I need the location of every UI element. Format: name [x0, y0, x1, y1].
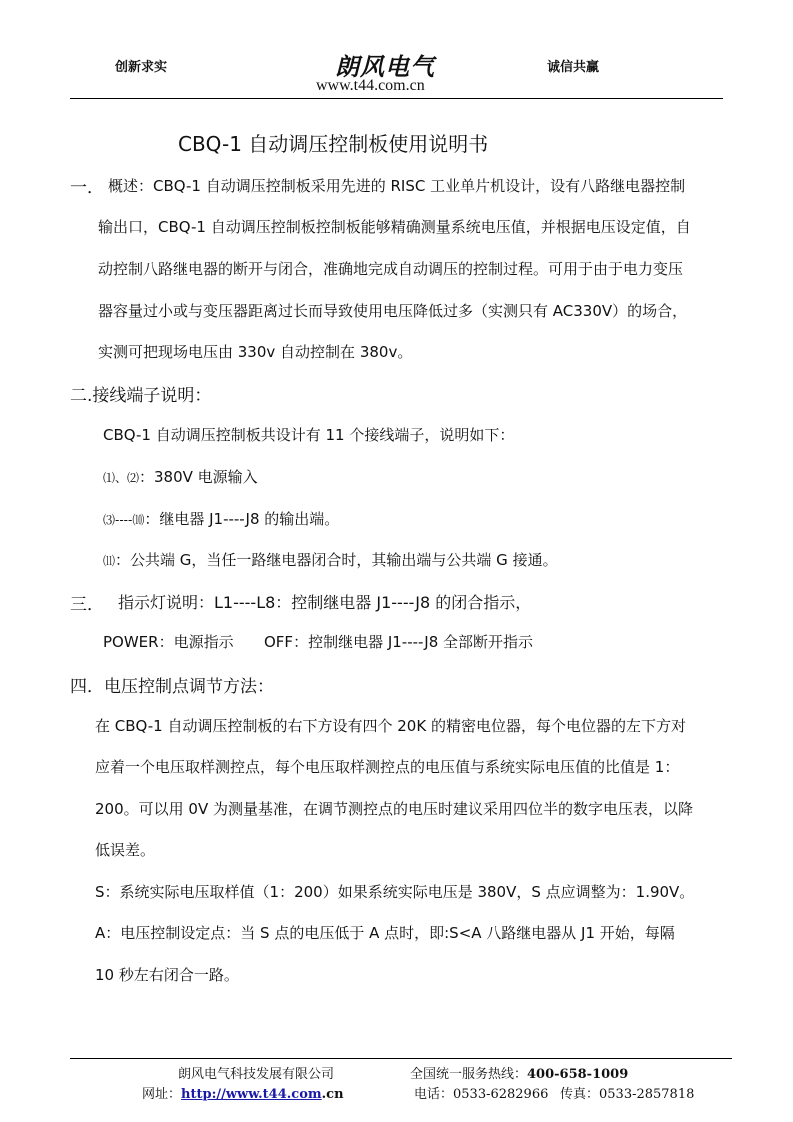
terminal-text: ：公共端 G，当任一路继电器闭合时，其输出端与公共端 G 接通。	[115, 551, 558, 569]
terminal-text: ：380V 电源输入	[139, 468, 258, 486]
section4-line: 10 秒左右闭合一路。	[95, 966, 239, 984]
section1-line: 输出口，CBQ-1 自动调压控制板控制板能够精确测量系统电压值，并根据电压设定值，自	[98, 218, 691, 236]
footer-company: 朗风电气科技发展有限公司	[178, 1067, 335, 1082]
terminal-item	[103, 549, 558, 570]
terminal-number: ⑶----⑽	[103, 513, 145, 527]
header-right-slogan: 诚信共赢	[547, 60, 600, 75]
section2-intro: CBQ-1 自动调压控制板共设计有 11 个接线端子，说明如下：	[103, 426, 515, 444]
header-website[interactable]: www.t44.com.cn	[316, 77, 425, 94]
header-rule	[70, 98, 723, 99]
section4-line: 在 CBQ-1 自动调压控制板的右下方设有四个 20K 的精密电位器，每个电位器的左下方对	[95, 717, 686, 735]
section3-heading: 三．	[70, 595, 104, 615]
footer-hotline-label: 全国统一服务热线：	[410, 1067, 528, 1082]
header-brand: 朗风电气	[335, 52, 435, 81]
footer-fax: 传真：0533-2857818	[560, 1087, 695, 1102]
section3-off: OFF：控制继电器 J1----J8 全部断开指示	[264, 633, 534, 651]
footer-web-link[interactable]: http://www.t44.com	[181, 1087, 322, 1102]
section1-line: 动控制八路继电器的断开与闭合，准确地完成自动调压的控制过程。可用于由于电力变压	[98, 260, 684, 278]
section4-line: A：电压控制设定点：当 S 点的电压低于 A 点时，即:S<A 八路继电器从 J1 开始，每隔	[95, 924, 675, 942]
terminal-item	[103, 466, 258, 487]
section3-line: 指示灯说明：L1----L8：控制继电器 J1----J8 的闭合指示，	[118, 593, 532, 612]
footer-hotline-number: 400-658-1009	[527, 1067, 629, 1082]
section4-line: S：系统实际电压取样值（1：200）如果系统实际电压是 380V，S 点应调整为：1.90V。	[95, 883, 695, 901]
section2-heading: 二.接线端子说明：	[70, 386, 212, 406]
terminal-number: ⑾	[103, 554, 116, 568]
terminal-text: ：继电器 J1----J8 的输出端。	[144, 510, 340, 528]
section4-heading: 四．电压控制点调节方法：	[70, 677, 274, 697]
header-left-slogan: 创新求实	[115, 60, 168, 75]
section1-line: 器容量过小或与变压器距离过长而导致使用电压降低过多（实测只有 AC330V）的场合，	[98, 302, 688, 320]
section4-line: 200。可以用 0V 为测量基准，在调节测控点的电压时建议采用四位半的数字电压表，以降	[95, 800, 693, 818]
section1-line: 实测可把现场电压由 330v 自动控制在 380v。	[98, 343, 413, 361]
terminal-item	[103, 508, 339, 529]
section4-line: 低误差。	[95, 841, 156, 859]
footer-web-suffix: .cn	[321, 1087, 344, 1102]
terminal-number: ⑴、⑵	[103, 471, 140, 485]
footer-web-label: 网址：	[142, 1087, 182, 1102]
footer-phone: 电话：0533-6282966	[414, 1087, 549, 1102]
page-title: CBQ-1 自动调压控制板使用说明书	[178, 132, 489, 156]
footer-rule	[70, 1058, 732, 1059]
section1-line: 概述：CBQ-1 自动调压控制板采用先进的 RISC 工业单片机设计，设有八路继电器控制	[108, 177, 686, 195]
footer-hotline	[410, 1063, 628, 1082]
section4-line: 应着一个电压取样测控点，每个电压取样测控点的电压值与系统实际电压值的比值是 1：	[95, 758, 680, 776]
footer-website	[142, 1083, 344, 1102]
section1-heading: 一．	[70, 178, 104, 198]
section3-power: POWER：电源指示	[103, 633, 234, 651]
